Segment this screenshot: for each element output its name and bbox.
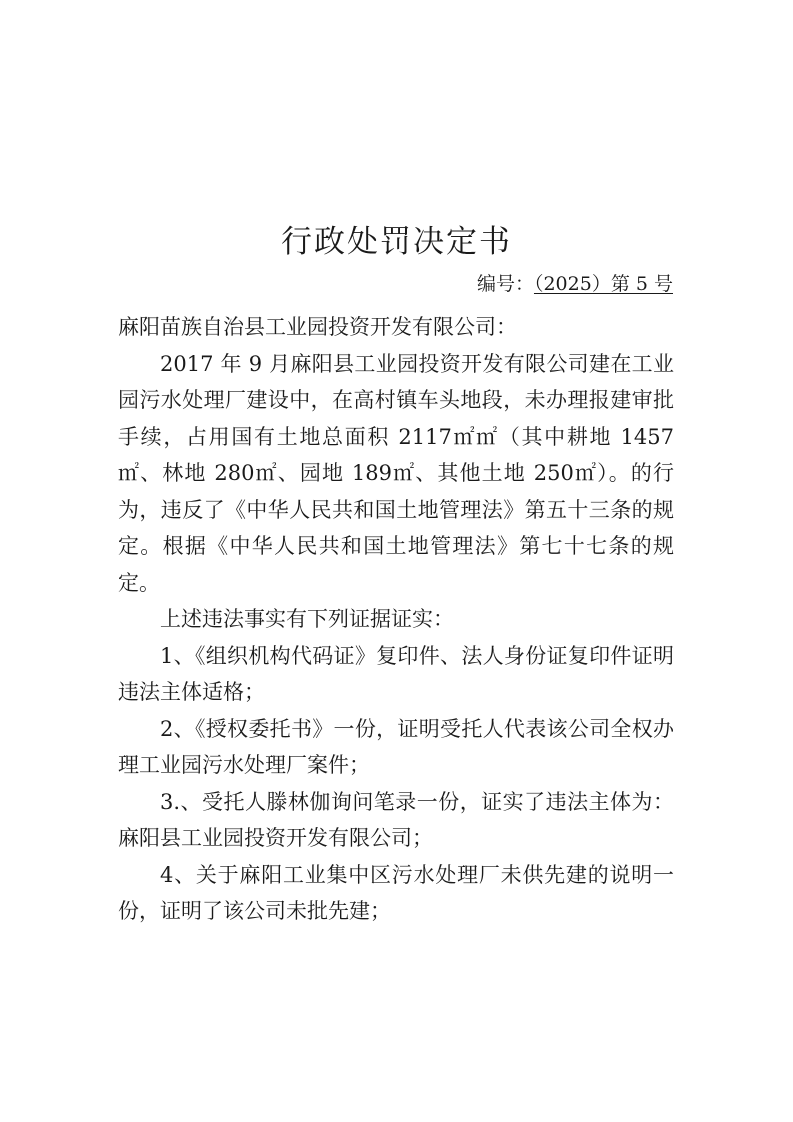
- addressee: 麻阳苗族自治县工业园投资开发有限公司：: [118, 315, 517, 339]
- evidence-item-4: 4、关于麻阳工业集中区污水处理厂未供先建的说明一份，证明了该公司未批先建；: [118, 862, 674, 923]
- document-body: [118, 309, 674, 930]
- evidence-item-3: 3.、受托人滕林伽询问笔录一份，证实了违法主体为：麻阳县工业园投资开发有限公司；: [118, 789, 674, 850]
- paragraph-facts: 2017 年 9 月麻阳县工业园投资开发有限公司建在工业园污水处理厂建设中，在高村镇车头地段，未办理报建审批手续，占用国有土地总面积 2117㎡㎡（其中耕地 1457㎡、林地 280㎡、园地 189㎡、其他土地 250㎡）。的行为，违反了《中华人民共和国土地管理法》第五十三条的规定。根据《中华人民共和国土地管理法》第七十七条的规定。: [118, 351, 674, 595]
- evidence-item-2: 2、《授权委托书》一份，证明受托人代表该公司全权办理工业园污水处理厂案件；: [118, 716, 674, 777]
- document-number: [477, 271, 673, 297]
- paragraph-evidence-intro: 上述违法事实有下列证据证实：: [160, 607, 454, 631]
- evidence-item-1: 1、《组织机构代码证》复印件、法人身份证复印件证明违法主体适格；: [118, 643, 674, 704]
- document-number-label: 编号：: [476, 273, 534, 295]
- document-title: 行政处罚决定书: [281, 224, 512, 260]
- document-number-value: （2025）第 5 号: [533, 273, 673, 295]
